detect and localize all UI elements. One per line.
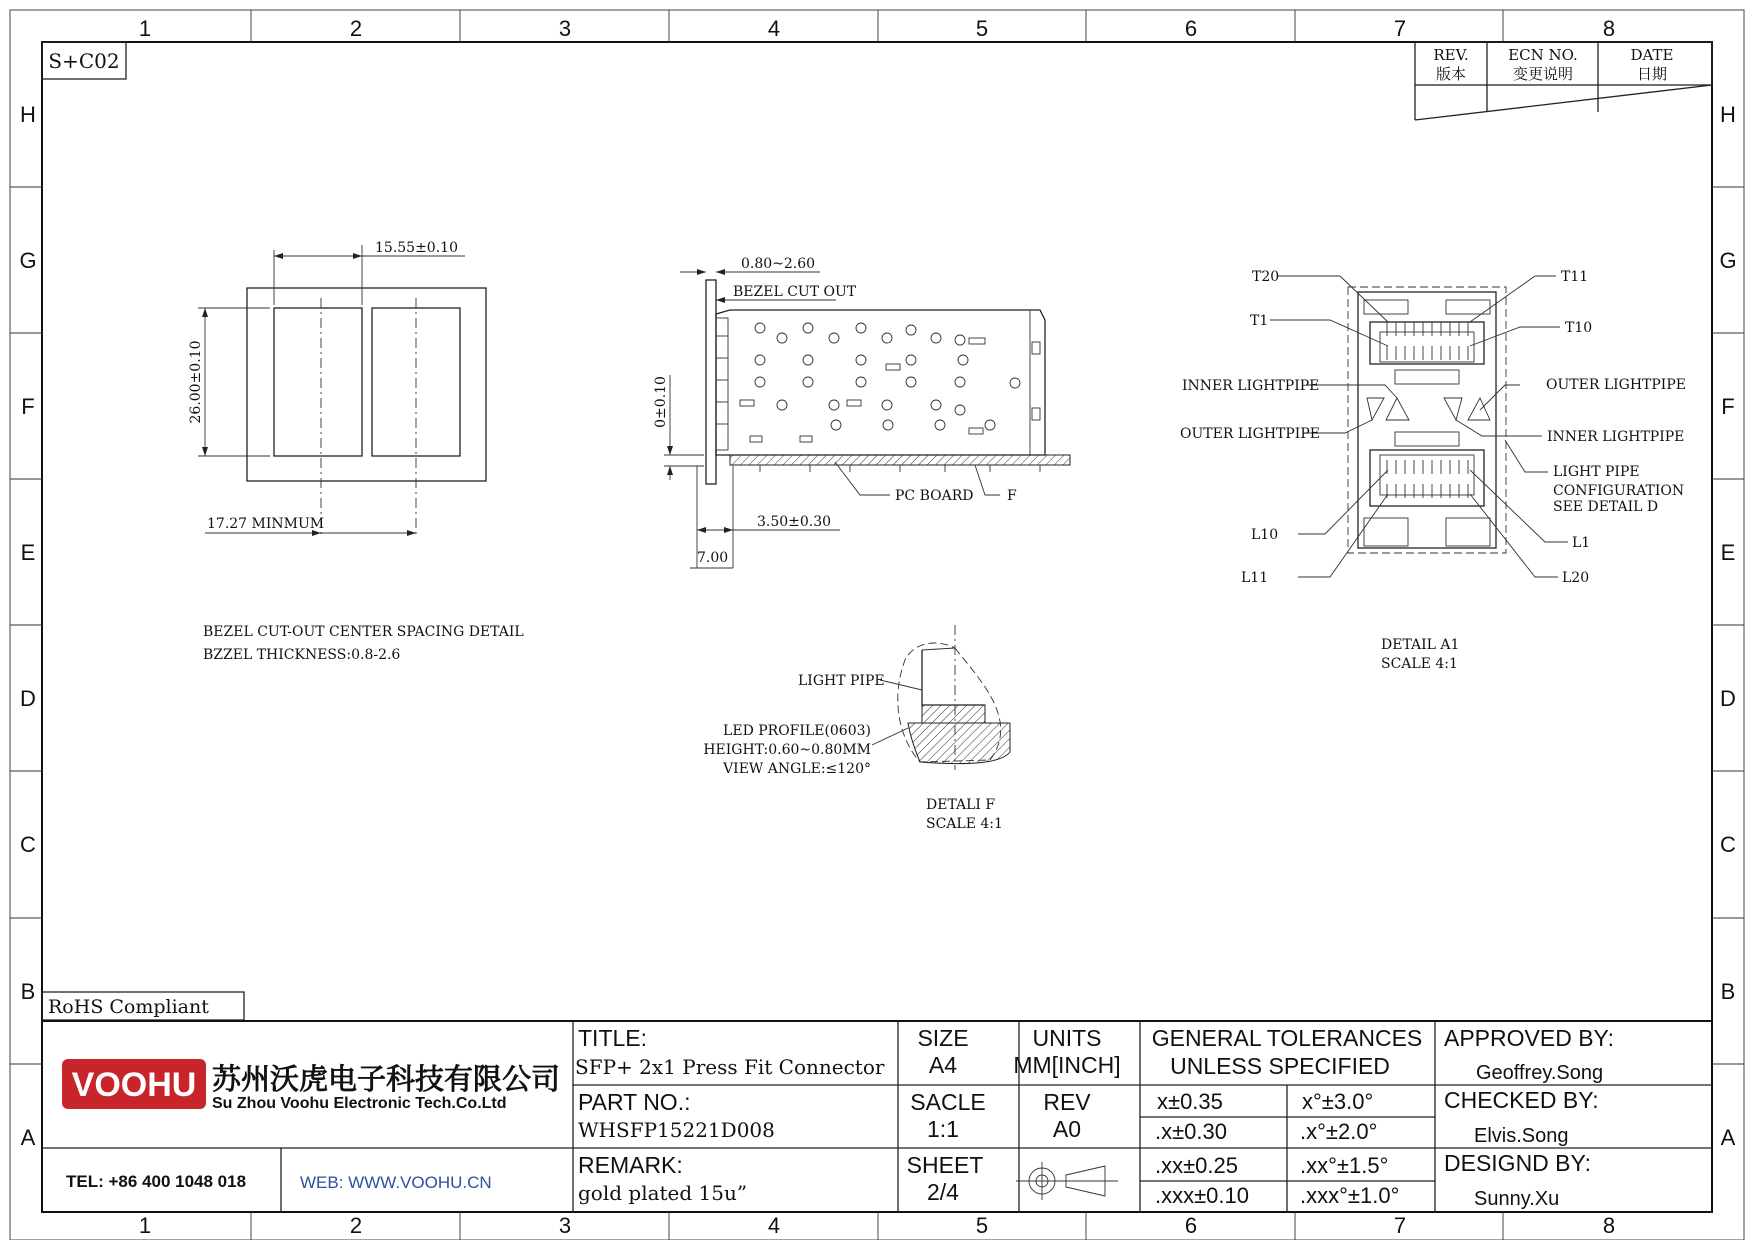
- top-port-contacts: [1387, 322, 1468, 360]
- bezel-cutout-detail: [188, 240, 524, 663]
- dim-bottom: 17.27 MINMUM: [207, 516, 325, 532]
- detail-a1-caption-1: DETAIL A1: [1381, 637, 1460, 653]
- title-label: TITLE:: [578, 1025, 648, 1051]
- contact-tel: TEL: +86 400 1048 018: [66, 1172, 247, 1191]
- col-label: 2: [349, 1213, 363, 1238]
- rev-value: A0: [1052, 1116, 1082, 1142]
- company-name-en: Su Zhou Voohu Electronic Tech.Co.Ltd: [212, 1095, 507, 1112]
- tol-angular: x°±3.0°: [1302, 1089, 1374, 1114]
- rev-header-cn: 版本: [1435, 65, 1467, 83]
- units-value: MM[INCH]: [1013, 1052, 1121, 1078]
- tol-linear: x±0.35: [1157, 1089, 1223, 1114]
- col-label: 1: [138, 1213, 152, 1238]
- approved-value: Geoffrey.Song: [1476, 1062, 1604, 1084]
- title-value: SFP+ 2x1 Press Fit Connector: [575, 1055, 885, 1079]
- rohs-box: [42, 992, 244, 1020]
- scale-label: SACLE: [910, 1089, 986, 1115]
- bezel-label: BEZEL CUT OUT: [733, 284, 857, 300]
- row-label: F: [21, 394, 35, 419]
- row-label: D: [20, 686, 36, 711]
- label-t11: T11: [1561, 269, 1589, 285]
- col-label: 3: [558, 16, 572, 41]
- bezel-caption-2: BZZEL THICKNESS:0.8-2.6: [203, 647, 401, 663]
- checked-value: Elvis.Song: [1474, 1125, 1569, 1147]
- detail-f-caption-1: DETALI F: [926, 797, 996, 813]
- col-label: 6: [1184, 1213, 1198, 1238]
- row-label: E: [20, 540, 36, 565]
- company-logo: [62, 1059, 206, 1109]
- col-label: 7: [1393, 16, 1407, 41]
- tol-angular: .x°±2.0°: [1300, 1119, 1378, 1144]
- date-header: DATE: [1630, 46, 1674, 64]
- bottom-port-contacts: [1387, 460, 1468, 498]
- label-configuration: CONFIGURATION: [1553, 483, 1685, 499]
- column-labels-top: [139, 16, 1615, 41]
- row-label: B: [1720, 979, 1736, 1004]
- tol-angular: .xx°±1.5°: [1300, 1153, 1389, 1178]
- sheet-label: SHEET: [906, 1152, 984, 1178]
- dim-thickness: 0.80~2.60: [741, 256, 816, 272]
- ecn-header-cn: 变更说明: [1512, 65, 1574, 83]
- row-label: H: [20, 102, 36, 127]
- col-label: 7: [1393, 1213, 1407, 1238]
- ecn-header: ECN NO.: [1508, 46, 1578, 64]
- col-label: 4: [767, 1213, 781, 1238]
- remark-value: gold plated 15u”: [578, 1181, 748, 1205]
- row-label: B: [20, 979, 36, 1004]
- row-label: A: [20, 1125, 36, 1150]
- detail-a1-caption-2: SCALE 4:1: [1381, 656, 1458, 672]
- designed-value: Sunny.Xu: [1474, 1188, 1560, 1210]
- logo-text: VOOHU: [71, 1066, 197, 1104]
- detail-f: [703, 625, 1010, 832]
- row-labels-right: [1719, 102, 1736, 1150]
- detail-f-caption-2: SCALE 4:1: [926, 816, 1003, 832]
- label-l10: L10: [1251, 527, 1279, 543]
- tolerance-title-2: UNLESS SPECIFIED: [1170, 1053, 1390, 1079]
- dim-height: 26.00±0.10: [188, 340, 204, 424]
- remark-label: REMARK:: [578, 1152, 683, 1178]
- row-label: G: [19, 248, 37, 273]
- label-t1: T1: [1250, 313, 1269, 329]
- col-label: 1: [138, 16, 152, 41]
- size-value: A4: [928, 1052, 958, 1078]
- side-view: [653, 256, 1070, 568]
- column-labels-bottom: [139, 1213, 1615, 1238]
- dim-700: 7.00: [697, 550, 729, 566]
- row-label: G: [1719, 248, 1737, 273]
- rohs-label: RoHS Compliant: [48, 996, 209, 1018]
- approved-label: APPROVED BY:: [1444, 1025, 1615, 1051]
- company-name-cn: 苏州沃虎电子科技有限公司: [212, 1064, 561, 1096]
- label-t10: T10: [1565, 320, 1593, 336]
- lightpipes: [1367, 398, 1490, 420]
- label-light-pipe: LIGHT PIPE: [1553, 464, 1640, 480]
- contact-web: WEB: WWW.VOOHU.CN: [300, 1173, 492, 1192]
- date-header-cn: 日期: [1636, 65, 1668, 83]
- size-label: SIZE: [917, 1025, 969, 1051]
- row-label: H: [1720, 102, 1736, 127]
- units-label: UNITS: [1032, 1025, 1102, 1051]
- dim-top: 15.55±0.10: [375, 240, 458, 256]
- tol-linear: .xxx±0.10: [1155, 1183, 1250, 1208]
- scale-value: 1:1: [927, 1116, 959, 1142]
- drawing-code: S+C02: [48, 49, 120, 73]
- row-label: F: [1721, 394, 1735, 419]
- detail-a1: [1180, 269, 1686, 672]
- light-pipe-label: LIGHT PIPE: [798, 673, 885, 689]
- col-label: 3: [558, 1213, 572, 1238]
- col-label: 5: [975, 1213, 989, 1238]
- designed-label: DESIGND BY:: [1444, 1150, 1591, 1176]
- dim-350: 3.50±0.30: [757, 514, 832, 530]
- label-l1: L1: [1572, 535, 1591, 551]
- part-value: WHSFP15221D008: [578, 1118, 775, 1142]
- press-fit-pins: [760, 465, 1040, 472]
- tol-linear: .x±0.30: [1155, 1119, 1228, 1144]
- row-label: E: [1720, 540, 1736, 565]
- sheet-value: 2/4: [927, 1179, 959, 1205]
- row-labels-left: [19, 102, 36, 1150]
- label-see-detail-d: SEE DETAIL D: [1553, 499, 1659, 515]
- row-label: C: [20, 832, 36, 857]
- part-label: PART NO.:: [578, 1089, 691, 1115]
- row-label: A: [1720, 1125, 1736, 1150]
- projection-symbol-icon: [1016, 1162, 1118, 1200]
- col-label: 8: [1602, 16, 1616, 41]
- revision-block: [1415, 42, 1712, 120]
- rev-label: REV: [1043, 1089, 1091, 1115]
- label-inner-lightpipe-left: INNER LIGHTPIPE: [1182, 378, 1320, 394]
- led-height: HEIGHT:0.60~0.80MM: [703, 742, 871, 758]
- pc-board-label: PC BOARD: [895, 488, 974, 504]
- col-label: 2: [349, 16, 363, 41]
- label-l11: L11: [1241, 570, 1269, 586]
- col-label: 8: [1602, 1213, 1616, 1238]
- label-outer-lightpipe-right: OUTER LIGHTPIPE: [1546, 377, 1686, 393]
- col-label: 5: [975, 16, 989, 41]
- led-profile: LED PROFILE(0603): [723, 723, 871, 739]
- bezel-caption-1: BEZEL CUT-OUT CENTER SPACING DETAIL: [203, 624, 524, 640]
- col-label: 4: [767, 16, 781, 41]
- vent-holes: [755, 323, 1020, 430]
- tol-angular: .xxx°±1.0°: [1300, 1183, 1400, 1208]
- label-outer-lightpipe-left: OUTER LIGHTPIPE: [1180, 426, 1320, 442]
- label-t20: T20: [1252, 269, 1280, 285]
- tol-linear: .xx±0.25: [1155, 1153, 1239, 1178]
- row-label: C: [1720, 832, 1736, 857]
- label-l20: L20: [1562, 570, 1590, 586]
- rev-header: REV.: [1433, 46, 1469, 64]
- row-label: D: [1720, 686, 1736, 711]
- tolerance-title-1: GENERAL TOLERANCES: [1151, 1025, 1423, 1051]
- drawing-code-box: [42, 42, 126, 79]
- f-label: F: [1007, 488, 1017, 504]
- label-inner-lightpipe-right: INNER LIGHTPIPE: [1547, 429, 1685, 445]
- col-label: 6: [1184, 16, 1198, 41]
- led-view-angle: VIEW ANGLE:≤120°: [723, 761, 871, 777]
- dim-zero: 0±0.10: [653, 376, 669, 428]
- checked-label: CHECKED BY:: [1444, 1087, 1599, 1113]
